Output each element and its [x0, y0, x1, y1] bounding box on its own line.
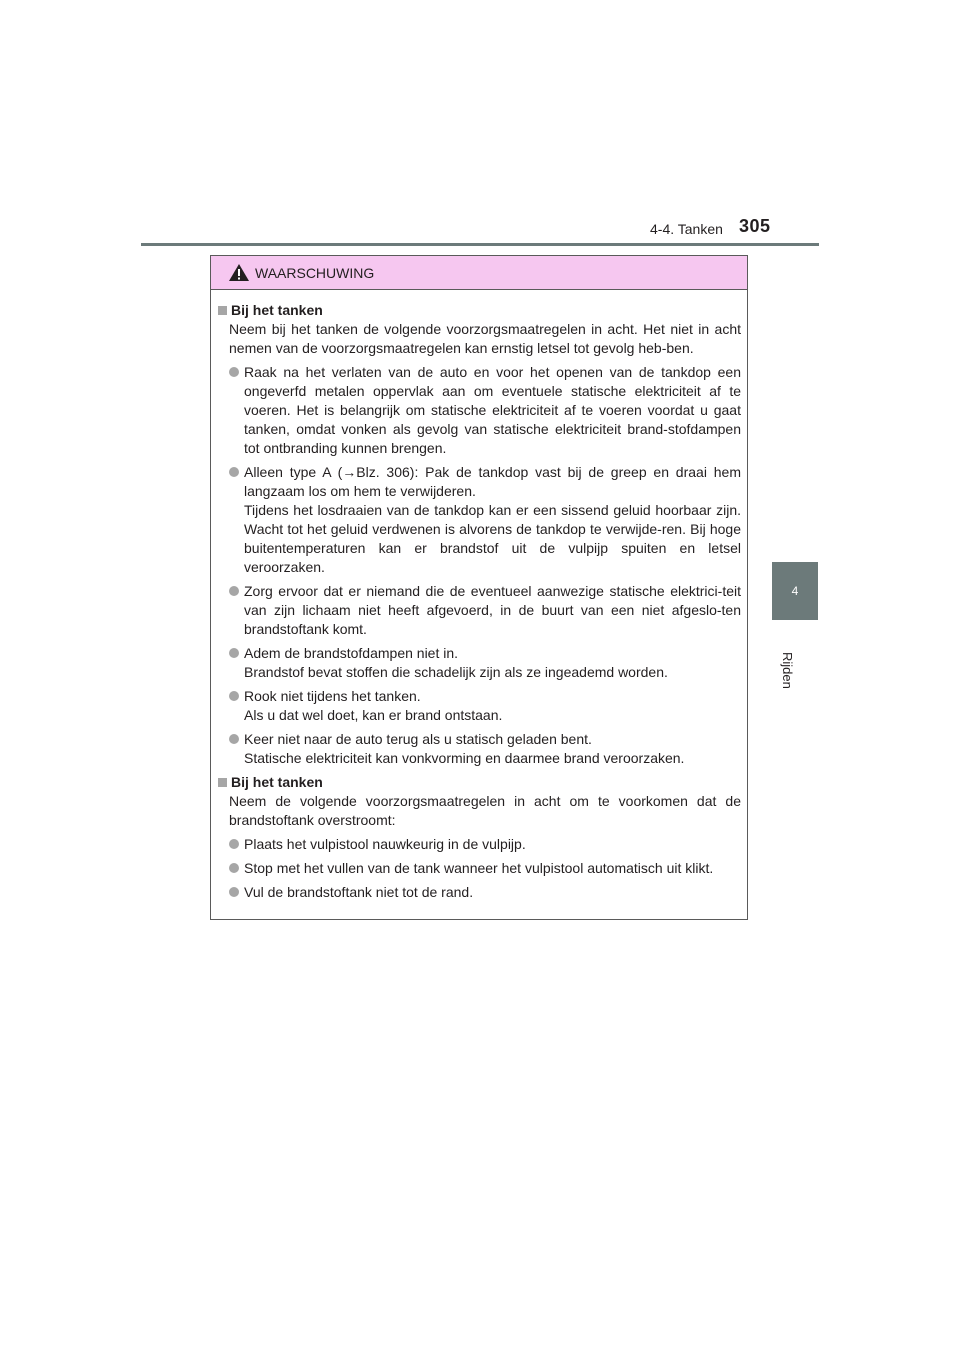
warning-triangle-icon: [228, 263, 250, 282]
list-item-line: Keer niet naar de auto terug als u statisch geladen bent.: [244, 731, 592, 747]
round-bullet-icon: [229, 839, 239, 849]
list-item: [229, 582, 741, 639]
list-item-line: Raak na het verlaten van de auto en voor het openen van de tankdop een ongeverfd metalen oppervlak aan om eventuele statische elektriciteit af te voeren. Het is belangrijk om statische elektriciteit af te voeren voordat u gaat tanken, omdat vonken als gevolg van statische elektriciteit brand-stofdampen tot ontbranding kunnen brengen.: [244, 364, 741, 456]
list-item-text: [244, 582, 741, 639]
section-heading: [217, 773, 741, 792]
section-heading: [217, 301, 741, 320]
list-item-text: [244, 363, 741, 458]
list-item-line: Als u dat wel doet, kan er brand ontstaan.: [244, 707, 503, 723]
list-item-line: Plaats het vulpistool nauwkeurig in de vulpijp.: [244, 836, 526, 852]
list-item-text: [244, 644, 741, 682]
list-item-text: [244, 463, 741, 577]
list-item-line: Adem de brandstofdampen niet in.: [244, 645, 459, 661]
list-item-line: Tijdens het losdraaien van de tankdop kan er een sissend geluid hoorbaar zijn. Wacht tot het geluid verdwenen is alvorens de tankdop te verwijde-ren. Bij hoge buitentemperaturen kan er brandstof uit de vulpijp spuiten en letsel veroorzaken.: [244, 502, 741, 575]
section-heading-text: Bij het tanken: [231, 302, 323, 318]
chapter-tab: [772, 562, 818, 620]
list-item-text: [244, 883, 741, 902]
section-heading-text: Bij het tanken: [231, 774, 323, 790]
round-bullet-icon: [229, 586, 239, 596]
list-item-line: Zorg ervoor dat er niemand die de eventueel aanwezige statische elektrici-teit van zijn lichaam niet heeft afgevoerd, in de buurt van een niet afgeslo-ten brandstoftank komt.: [244, 583, 741, 637]
round-bullet-icon: [229, 734, 239, 744]
list-item: [229, 835, 741, 854]
list-item: [229, 463, 741, 577]
list-item: [229, 687, 741, 725]
warning-header: [211, 256, 747, 290]
round-bullet-icon: [229, 863, 239, 873]
round-bullet-icon: [229, 648, 239, 658]
list-item-line: Brandstof bevat stoffen die schadelijk zijn als ze ingeademd worden.: [244, 664, 668, 680]
square-bullet-icon: [218, 778, 227, 787]
chapter-label: Rijden: [780, 652, 795, 689]
square-bullet-icon: [218, 306, 227, 315]
warning-body: [211, 290, 747, 902]
list-item-text: [244, 835, 741, 854]
list-item-line: Stop met het vullen van de tank wanneer het vulpistool automatisch uit klikt.: [244, 860, 714, 876]
section-intro: Neem bij het tanken de volgende voorzorgsmaatregelen in acht. Het niet in acht nemen van de voorzorgsmaatregelen kan ernstig letsel tot gevolg heb-ben.: [229, 321, 741, 356]
list-item-text: [244, 730, 741, 768]
list-item-line: Alleen type A (→Blz. 306): Pak de tankdop vast bij de greep en draai hem langzaam los om hem te verwijderen.: [244, 464, 741, 499]
list-item: [229, 859, 741, 878]
warning-title: WAARSCHUWING: [255, 264, 375, 281]
page-header-title: 4-4. Tanken: [650, 221, 723, 237]
list-item-text: [244, 687, 741, 725]
list-item: [229, 644, 741, 682]
list-item-line: Vul de brandstoftank niet tot de rand.: [244, 884, 474, 900]
page-number: 305: [739, 216, 771, 236]
round-bullet-icon: [229, 367, 239, 377]
list-item-line: Rook niet tijdens het tanken.: [244, 688, 421, 704]
list-item: [229, 363, 741, 458]
list-item-text: [244, 859, 741, 878]
section-intro: Neem de volgende voorzorgsmaatregelen in acht om te voorkomen dat de brandstoftank overstroomt:: [229, 793, 741, 828]
list-item: [229, 883, 741, 902]
chapter-number: 4: [791, 584, 799, 598]
list-item-line: Statische elektriciteit kan vonkvorming en daarmee brand veroorzaken.: [244, 750, 685, 766]
round-bullet-icon: [229, 691, 239, 701]
round-bullet-icon: [229, 467, 239, 477]
header-rule: [141, 243, 819, 246]
list-item: [229, 730, 741, 768]
warning-box: [210, 255, 748, 920]
round-bullet-icon: [229, 887, 239, 897]
